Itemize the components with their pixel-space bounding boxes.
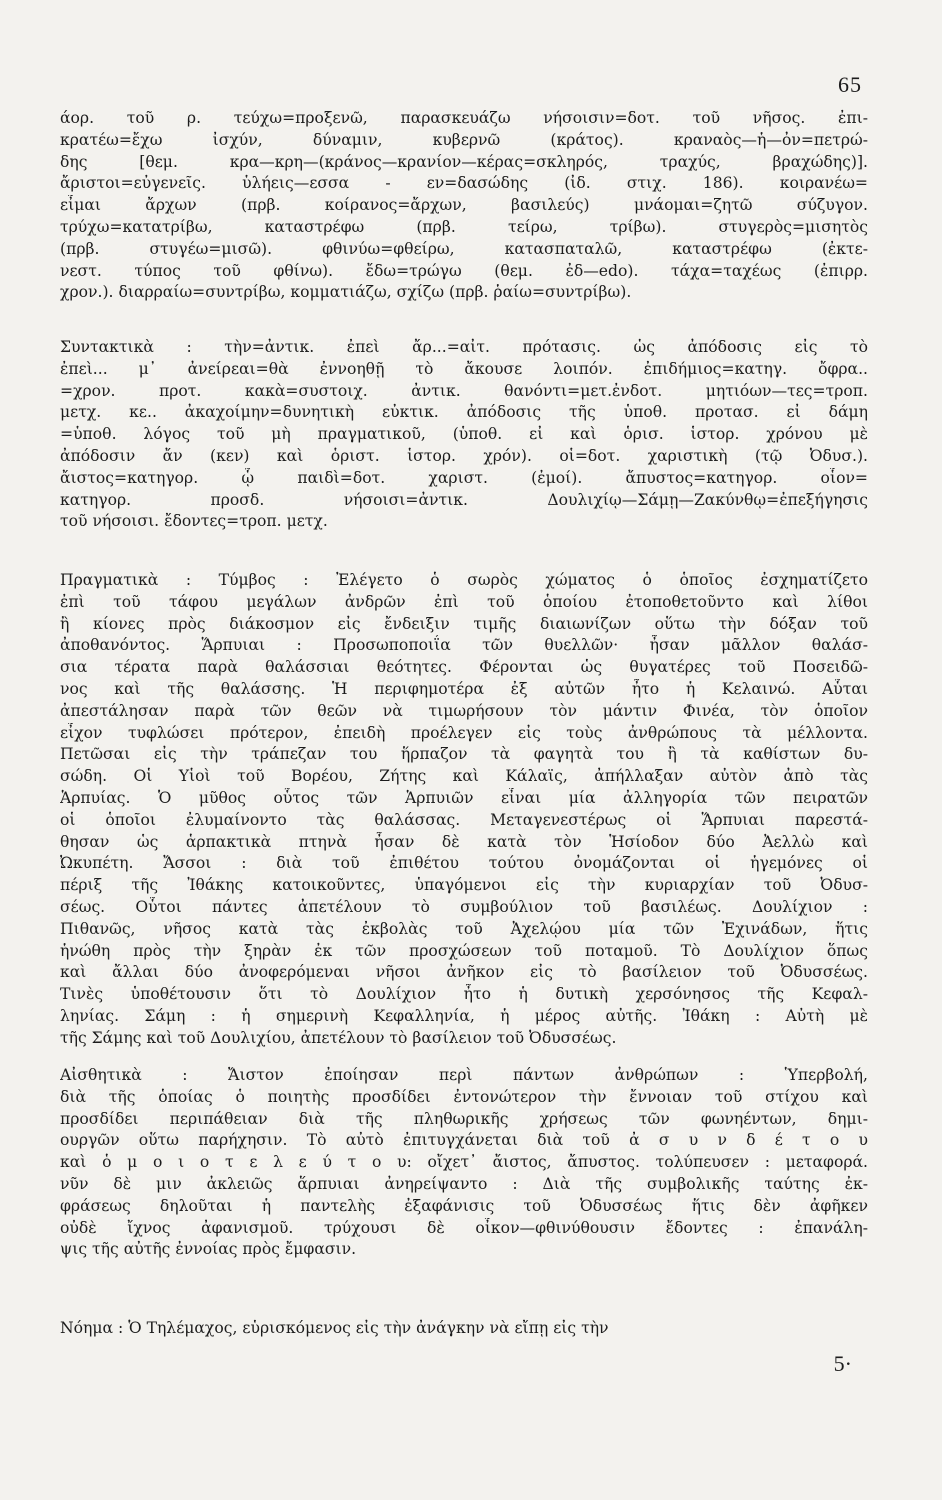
realia-line: σέως. Οὗτοι πάντες ἀπετέλουν τὸ συμβούλιον τοῦ βασιλέως. Δουλίχιον : [60,897,868,916]
aesthetics-line: διὰ τῆς ὁποίας ὁ ποιητὴς προσδίδει ἐντονώτερον τὴν ἔννοιαν τοῦ στίχου καὶ [60,1087,868,1106]
realia-line: Τινὲς ὑποθέτουσιν ὅτι τὸ Δουλίχιον ἦτο ἡ δυτικὴ χερσόνησος τῆς Κεφαλ- [60,985,868,1004]
realia-line: τῆς Σάμης καὶ τοῦ Δουλιχίου, ἀπετέλουν τὸ βασίλειον τοῦ Ὀδυσσέως. [60,1028,617,1047]
glossary-line: άορ. τοῦ ρ. τεύχω=προξενῶ, παρασκευάζω νήσοισιν=δοτ. τοῦ νῆσος. ἐπι- [60,109,868,127]
glossary-line: (πρβ. στυγέω=μισῶ). φθινύω=φθείρω, κατασπαταλῶ, καταστρέφω (ἐκτε- [60,239,868,258]
syntax-line: Συντακτικὰ : τὴν=ἀντικ. ἐπεὶ ἄρ...=αἰτ. πρότασις. ὡς ἀπόδοσις εἰς τὸ [60,338,868,356]
syntax-section [60,337,868,533]
aesthetics-line: ουργῶν οὕτω παρήχησιν. Τὸ αὐτὸ ἐπιτυγχάνεται διὰ τοῦ ἀ σ υ ν δ έ τ ο υ [60,1131,868,1150]
realia-line: ἡνώθη πρὸς τὴν ξηρὰν ἐκ τῶν προσχώσεων τοῦ ποταμοῦ. Τὸ Δουλίχιον ὅπως [60,941,868,960]
glossary-line: νεστ. τύπος τοῦ φθίνω). ἔδω=τρώγω (θεμ. ἐδ—edo). τάχα=ταχέως (ἐπιρρ. [60,261,868,280]
realia-line: Πιθανῶς, νῆσος κατὰ τὰς ἐκβολὰς τοῦ Ἀχελῴου μία τῶν Ἐχινάδων, ἥτις [60,919,868,938]
glossary-section [60,108,868,304]
meaning-section [60,1318,868,1340]
realia-line: θησαν ὡς ἁρπακτικὰ πτηνὰ ἦσαν δὲ κατὰ τὸν Ἡσίοδον δύο Ἀελλὼ καὶ [60,832,868,851]
aesthetics-line: ψις τῆς αὐτῆς ἐννοίας πρὸς ἔμφασιν. [60,1240,357,1259]
aesthetics-line: οὐδὲ ἴχνος ἀφανισμοῦ. τρύχουσι δὲ οἶκον—φθινύθουσιν ἔδοντες : ἐπανάλη- [60,1218,868,1237]
realia-line: σια τέρατα παρὰ θαλάσσιαι θεότητες. Φέρονται ὡς θυγατέρες τοῦ Ποσειδῶ- [60,658,868,677]
glossary-line: εἶμαι ἄρχων (πρβ. κοίρανος=ἄρχων, βασιλεύς) μνάομαι=ζητῶ σύζυγον. [60,196,868,215]
glossary-line: κρατέω=ἔχω ἰσχύν, δύναμιν, κυβερνῶ (κράτος). κραναὸς—ἡ—ὀν=πετρώ- [60,130,868,149]
realia-line: ἐπὶ τοῦ τάφου μεγάλων ἀνδρῶν ἐπὶ τοῦ ὁποίου ἐτοποθετοῦντο καὶ λίθοι [60,592,868,611]
aesthetics-line: Αἰσθητικὰ : Ἄιστον ἐποίησαν περὶ πάντων ἀνθρώπων : Ὑπερβολή, [60,1066,868,1084]
aesthetics-line: φράσεως δηλοῦται ἡ παντελὴς ἐξαφάνισις τοῦ Ὀδυσσέως ἥτις δὲν ἀφῆκεν [60,1196,868,1215]
syntax-line: =χρον. προτ. κακὰ=συστοιχ. ἀντικ. θανόντι=μετ.ἐνδοτ. μητιόων—τες=τροπ. [60,381,868,400]
glossary-line: χρον.). διαρραίω=συντρίβω, κομματιάζω, σχίζω (πρβ. ῥαίω=συντρίβω). [60,283,632,302]
aesthetics-line: προσδίδει περιπάθειαν διὰ τῆς πληθωρικῆς χρήσεως τῶν φωνηέντων, δημι- [60,1109,868,1128]
aesthetics-section [60,1065,868,1261]
realia-line: νος καὶ τῆς θαλάσσης. Ἡ περιφημοτέρα ἐξ αὐτῶν ἦτο ἡ Κελαινώ. Αὗται [60,679,868,698]
realia-line: οἱ ὁποῖοι ἐλυμαίνοντο τὰς θαλάσσας. Μεταγενεστέρως οἱ Ἅρπυιαι παρεστά- [60,810,868,829]
glossary-line: δης [θεμ. κρα—κρη—(κράνος—κρανίον—κέρας=σκληρός, τραχύς, βραχώδης)]. [60,152,868,171]
syntax-line: ἄιστος=κατηγορ. ᾧ παιδὶ=δοτ. χαριστ. (ἐμοί). ἄπυστος=κατηγορ. οἷον= [60,468,868,487]
glossary-line: τρύχω=κατατρίβω, καταστρέφω (πρβ. τείρω, τρίβω). στυγερὸς=μισητὸς [60,217,868,236]
realia-section [60,570,868,1050]
syntax-line: ἀπόδοσιν ἄν (κεν) καὶ ὁριστ. ἱστορ. χρόν). οἱ=δοτ. χαριστικὴ (τῷ Ὀδυσ.). [60,446,868,465]
syntax-line: μετχ. κε.. ἀκαχοίμην=δυνητικὴ εὐκτικ. ἀπόδοσις τῆς ὑποθ. προτασ. εἰ δάμη [60,403,868,422]
glossary-line: ἄριστοι=εὐγενεῖς. ὑλήεις—εσσα - εν=δασώδης (ἰδ. στιχ. 186). κοιρανέω= [60,174,868,193]
syntax-line: ἐπεὶ... μ᾽ ἀνείρεαι=θὰ ἐννοηθῇ τὸ ἄκουσε λοιπόν. ἐπιδήμιος=κατηγ. ὄφρα.. [60,359,868,378]
signature-number: 5· [833,1351,852,1376]
page-number: 65 [838,72,862,97]
syntax-line: τοῦ νήσοισι. ἔδοντες=τροπ. μετχ. [60,512,328,531]
aesthetics-line: καὶ ὁ μ ο ι ο τ ε λ ε ύ τ ο υ: οἴχετ᾽ ἄιστος, ἄπυστος. τολύπευσεν : μεταφορά. [60,1153,868,1172]
aesthetics-line: νῦν δὲ μιν ἀκλειῶς ἅρπυιαι ἀνηρείψαντο : Διὰ τῆς συμβολικῆς ταύτης ἐκ- [60,1174,868,1193]
realia-line: ἀποθανόντος. Ἅρπυιαι : Προσωποποιΐα τῶν θυελλῶν· ἦσαν μᾶλλον θαλάσ- [60,636,868,655]
realia-line: Πετῶσαι εἰς τὴν τράπεζαν του ἥρπαζον τὰ φαγητὰ του ἢ τὰ καθίστων δυ- [60,745,868,764]
syntax-line: κατηγορ. προσδ. νήσοισι=ἀντικ. Δουλιχίῳ—Σάμῃ—Ζακύνθῳ=ἐπεξήγησις [60,490,868,509]
realia-line: Ἁρπυίας. Ὁ μῦθος οὗτος τῶν Ἁρπυιῶν εἶναι μία ἀλληγορία τῶν πειρατῶν [60,788,868,807]
realia-line: ἀπεστάλησαν παρὰ τῶν θεῶν νὰ τιμωρήσουν τὸν μάντιν Φινέα, τὸν ὁποῖον [60,701,868,720]
realia-line: πέριξ τῆς Ἰθάκης κατοικοῦντες, ὑπαγόμενοι εἰς τὴν κυριαρχίαν τοῦ Ὀδυσ- [60,876,868,895]
realia-line: Πραγματικὰ : Τύμβος : Ἐλέγετο ὁ σωρὸς χώματος ὁ ὁποῖος ἐσχηματίζετο [60,571,868,589]
meaning-line: Νόημα : Ὁ Τηλέμαχος, εὑρισκόμενος εἰς τὴν ἀνάγκην νὰ εἴπῃ εἰς τὴν [60,1319,609,1337]
realia-line: σώδη. Οἱ Υἱοὶ τοῦ Βορέου, Ζήτης καὶ Κάλαϊς, ἀπήλλαξαν αὐτὸν ἀπὸ τὰς [60,767,868,786]
realia-line: Ὠκυπέτη. Ἄσσοι : διὰ τοῦ ἐπιθέτου τούτου ὀνομάζονται οἱ ἡγεμόνες οἱ [60,854,868,873]
realia-line: καὶ ἄλλαι δύο ἀνοφερόμεναι νῆσοι ἀνῆκον εἰς τὸ βασίλειον τοῦ Ὀδυσσέως. [60,963,868,982]
syntax-line: =ὑποθ. λόγος τοῦ μὴ πραγματικοῦ, (ὑποθ. εἰ καὶ ὁρισ. ἱστορ. χρόνου μὲ [60,425,868,444]
realia-line: ἢ κίονες πρὸς διάκοσμον εἰς ἔνδειξιν τιμῆς διαιωνίζων οὕτω τὴν δόξαν τοῦ [60,614,868,633]
realia-line: εἶχον τυφλώσει πρότερον, ἐπειδὴ προέλεγεν εἰς τοὺς ἀνθρώπους τὰ μέλλοντα. [60,723,868,742]
realia-line: ληνίας. Σάμη : ἡ σημερινὴ Κεφαλληνία, ἡ μέρος αὐτῆς. Ἰθάκη : Αὐτὴ μὲ [60,1006,868,1025]
